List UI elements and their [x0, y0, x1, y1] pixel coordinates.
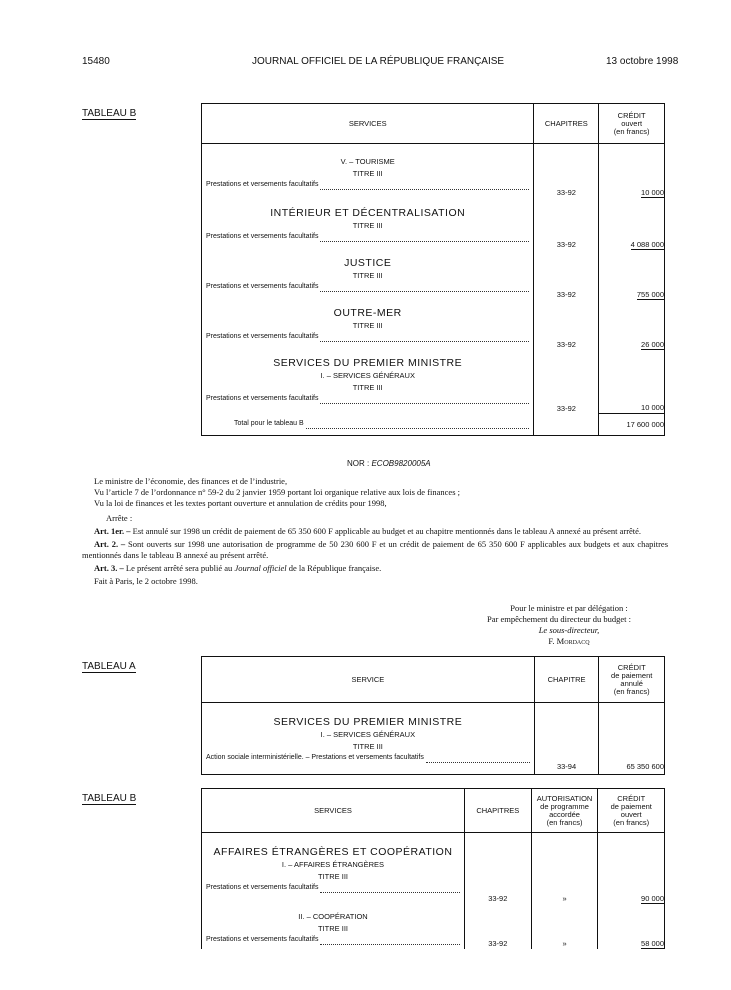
nor-code: ECOB9820005A	[371, 459, 431, 468]
total-label: Total pour le tableau B	[234, 420, 304, 428]
signature-name: F. Mordacq	[548, 636, 590, 646]
section-titre: TITRE III	[352, 169, 383, 178]
header-date: 13 octobre 1998	[606, 56, 679, 67]
nor-line	[347, 459, 431, 468]
section-title: INTÉRIEUR ET DÉCENTRALISATION	[270, 206, 466, 219]
table-row	[202, 198, 665, 250]
section-titre: TITRE III	[317, 872, 348, 881]
section-title: AFFAIRES ÉTRANGÈRES ET COOPÉRATION	[213, 846, 453, 858]
col-credit-header: CRÉDIT de paiement ouvert (en francs)	[598, 789, 665, 833]
col-chapitres-header: CHAPITRES	[534, 104, 599, 144]
nor-label: NOR :	[347, 459, 370, 468]
section-cell	[202, 144, 534, 198]
table-row	[202, 703, 665, 775]
col-credit-header: CRÉDIT ouvert (en francs)	[599, 104, 665, 144]
col-autorisation-header: AUTORISATION de programme accordée (en francs)	[531, 789, 598, 833]
chapitre-value: 33-92	[556, 239, 576, 249]
line-label: Action sociale interministérielle. – Prestations et versements facultatifs	[206, 754, 424, 761]
autorisation-value: »	[562, 893, 567, 903]
table-row	[202, 905, 665, 949]
col-services-header: SERVICES	[202, 104, 534, 144]
chapitre-value: 33-92	[556, 339, 576, 349]
section-subtitle: I. – SERVICES GÉNÉRAUX	[320, 730, 416, 739]
col-chapitre-header: CHAPITRE	[534, 657, 599, 703]
table-row	[202, 300, 665, 350]
line-label: Prestations et versements facultatifs	[206, 884, 319, 891]
chapitre-value: 33-92	[556, 289, 576, 299]
arrete-line: Arrête :	[106, 513, 133, 523]
amount-value: 10 000	[641, 187, 664, 197]
tableau-a-label: TABLEAU A	[82, 661, 136, 672]
autorisation-value: »	[562, 938, 567, 948]
amount-value: 4 088 000	[630, 239, 664, 249]
section-titre: TITRE III	[352, 270, 383, 280]
table-row	[202, 833, 665, 905]
amount-value: 10 000	[641, 403, 664, 412]
page-number: 15480	[82, 56, 110, 67]
table-row	[202, 250, 665, 300]
signature-block	[470, 603, 668, 647]
tableau-b-label: TABLEAU B	[82, 108, 137, 119]
line-label: Prestations et versements facultatifs	[206, 232, 319, 240]
col-service-header: SERVICE	[202, 657, 535, 703]
section-subtitle: I. – AFFAIRES ÉTRANGÈRES	[281, 860, 385, 869]
section-titre: TITRE III	[352, 220, 383, 230]
chapitre-value: 33-92	[556, 403, 576, 413]
chapitre-value: 33-92	[488, 938, 508, 948]
amount-value: 26 000	[641, 339, 664, 349]
col-credit-header: CRÉDIT de paiement annulé (en francs)	[599, 657, 665, 703]
fait-line: Fait à Paris, le 2 octobre 1998.	[94, 576, 198, 586]
amount-value: 755 000	[636, 289, 664, 299]
total-amount: 17 600 000	[599, 414, 665, 436]
chapitre-value: 33-92	[556, 187, 576, 197]
paragraph: Vu la loi de finances et les textes portant ouverture et annulation de crédits pour 1998,	[94, 498, 387, 508]
section-title: SERVICES DU PREMIER MINISTRE	[273, 716, 463, 728]
line-label: Prestations et versements facultatifs	[206, 935, 319, 943]
line-label: Prestations et versements facultatifs	[206, 332, 319, 340]
chapitre-value: 33-92	[488, 893, 508, 903]
tableau-a-table	[201, 656, 665, 775]
signature-line: Pour le ministre et par délégation :	[510, 603, 628, 613]
line-label: Prestations et versements facultatifs	[206, 282, 319, 290]
chapitre-value: 33-94	[556, 762, 577, 771]
section-titre: TITRE III	[352, 742, 383, 751]
table-row	[202, 144, 665, 198]
section-title: V. – TOURISME	[340, 157, 395, 166]
section-titre: TITRE III	[317, 923, 348, 933]
col-chapitres-header: CHAPITRES	[464, 789, 531, 833]
decree-text	[82, 476, 668, 587]
amount-value: 58 000	[641, 938, 664, 948]
line-label: Prestations et versements facultatifs	[206, 394, 319, 402]
paragraph: Vu l’article 7 de l’ordonnance n° 59-2 du 2 janvier 1959 portant loi organique relative aux lois de finances ;	[94, 487, 460, 497]
signature-line: Le sous-directeur,	[538, 625, 600, 635]
journal-title: JOURNAL OFFICIEL DE LA RÉPUBLIQUE FRANÇAISE	[252, 56, 505, 67]
amount-value: 65 350 600	[626, 762, 664, 771]
article-3: Art. 3. – Le présent arrêté sera publié au Journal officiel de la République française.	[94, 563, 382, 573]
line-label: Prestations et versements facultatifs	[206, 181, 319, 188]
amount-value: 90 000	[641, 893, 664, 903]
section-title: OUTRE-MER	[333, 306, 402, 319]
tableau-b-table	[201, 103, 665, 436]
section-title: SERVICES DU PREMIER MINISTRE	[273, 356, 463, 369]
tableau-b-table-2	[201, 788, 665, 949]
section-titre: TITRE III	[352, 382, 383, 392]
section-titre: TITRE III	[352, 320, 383, 330]
article-2: Art. 2. – Sont ouverts sur 1998 une autorisation de programme de 50 230 600 F et un crédit de paiement de 65 350 600 F applicables aux budgets et aux chapitres mentionnés dans le tableau B annexé au présent arrêté.	[82, 539, 668, 560]
section-title: JUSTICE	[344, 256, 392, 269]
tableau-b-label-2: TABLEAU B	[82, 793, 137, 804]
col-services-header: SERVICES	[202, 789, 465, 833]
total-row	[202, 414, 665, 436]
signature-line: Par empêchement du directeur du budget :	[487, 614, 631, 624]
section-subtitle: II. – COOPÉRATION	[298, 911, 368, 921]
table-row	[202, 350, 665, 414]
paragraph: Le ministre de l’économie, des finances et de l’industrie,	[94, 476, 288, 486]
article-1: Art. 1er. – Est annulé sur 1998 un crédit de paiement de 65 350 600 F applicable au budget et au chapitre mentionnés dans le tableau A annexé au présent arrêté.	[94, 526, 642, 536]
section-subtitle: I. – SERVICES GÉNÉRAUX	[320, 370, 415, 380]
